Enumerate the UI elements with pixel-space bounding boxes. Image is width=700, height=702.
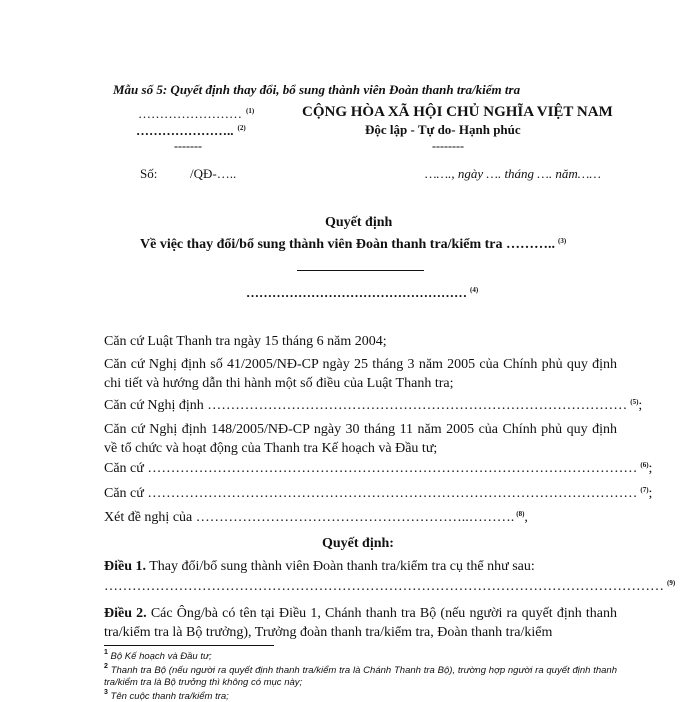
basis-decree-148: Căn cứ Nghị định 148/2005/NĐ-CP ngày 30 tháng 11 năm 2005 của Chính phủ quy định về tổ chức và hoạt động của Thanh tra Kế hoạch và Đầu tư; [104, 422, 617, 456]
article-1: Điều 1. Thay đổi/bổ sung thành viên Đoàn thanh tra/kiểm tra cụ thể như sau: [104, 559, 535, 574]
note-marker-8: (8) [516, 510, 525, 518]
motto: Độc lập - Tự do- Hạnh phúc [365, 122, 521, 137]
basis-decree-blank: Căn cứ Nghị định ……………………………………………………………………………… $^{(5)}$; [104, 398, 643, 413]
note-marker-5: (5) [630, 398, 639, 406]
title-separator [297, 270, 424, 271]
footnote-2: $^2$ Thanh tra Bộ (nếu người ra quyết định thanh tra/kiểm tra là Chánh Thanh tra Bộ), trường hợp người ra quyết định thanh tra/kiểm tra là Bộ trưởng thì không có mục này; [104, 663, 617, 688]
decides-heading: Quyết định: [322, 536, 394, 551]
article-2-label: Điều 2. [104, 606, 147, 621]
article-2: Điều 2. Các Ông/bà có tên tại Điều 1, Chánh thanh tra Bộ (nếu người ra quyết định thanh tra/kiểm tra là Bộ trưởng), Trưởng đoàn thanh tra/kiểm tra, Đoàn thanh tra/kiểm [104, 606, 617, 640]
decision-subject: Về việc thay đổi/bổ sung thành viên Đoàn thanh tra/kiểm tra ……….. $^{(3)}$ [140, 237, 567, 252]
motto-divider: -------- [432, 139, 464, 153]
date-line: ……., ngày …. tháng …. năm…… [425, 166, 601, 181]
note-marker-9: (9) [667, 579, 676, 587]
note-marker-2: (2) [237, 124, 246, 132]
note-marker-1: (1) [246, 107, 255, 115]
basis-other-2: Căn cứ …………………………………………………………………………………………… $^{(7)}$; [104, 486, 653, 501]
article-1-label: Điều 1. [104, 559, 146, 574]
agency-line-2: ………………….. $^{(2)}$ [136, 123, 246, 138]
note-marker-3: (3) [557, 237, 567, 245]
document-number: /QĐ-….. [190, 166, 237, 181]
note-marker-6: (6) [640, 461, 649, 469]
document-number-label: Số: [140, 166, 158, 181]
decision-heading: Quyết định [325, 215, 393, 230]
basis-decree-41: Căn cứ Nghị định số 41/2005/NĐ-CP ngày 25 tháng 3 năm 2005 của Chính phủ quy định chi tiết và hướng dẫn thi hành một số điều của Luật Thanh tra; [104, 357, 617, 391]
issuing-authority: …………………………………………… $^{(4)}$ [246, 285, 479, 300]
republic-title: CỘNG HÒA XÃ HỘI CHỦ NGHĨA VIỆT NAM [302, 104, 613, 120]
footnote-3: $^3$ Tên cuộc thanh tra/kiểm tra; [104, 689, 229, 702]
agency-divider: ------- [174, 139, 202, 153]
note-marker-4: (4) [470, 286, 479, 294]
article-1-dots: ………………………………………………………………………………………………………… $^{(9)}$ [104, 579, 676, 594]
basis-law: Căn cứ Luật Thanh tra ngày 15 tháng 6 năm 2004; [104, 334, 387, 349]
note-marker-7: (7) [640, 486, 649, 494]
proposal-line: Xét đề nghị của …………………………………………………..………. $^{(8)}$, [104, 510, 528, 525]
form-title: Mẫu số 5: Quyết định thay đổi, bổ sung thành viên Đoàn thanh tra/kiểm tra [113, 82, 521, 97]
footnote-separator [104, 645, 274, 646]
basis-other-1: Căn cứ …………………………………………………………………………………………… $^{(6)}$; [104, 461, 653, 476]
footnote-1: $^1$ Bộ Kế hoạch và Đầu tư; [104, 649, 212, 662]
agency-line-1: …………………… $^{(1)}$ [138, 106, 255, 121]
